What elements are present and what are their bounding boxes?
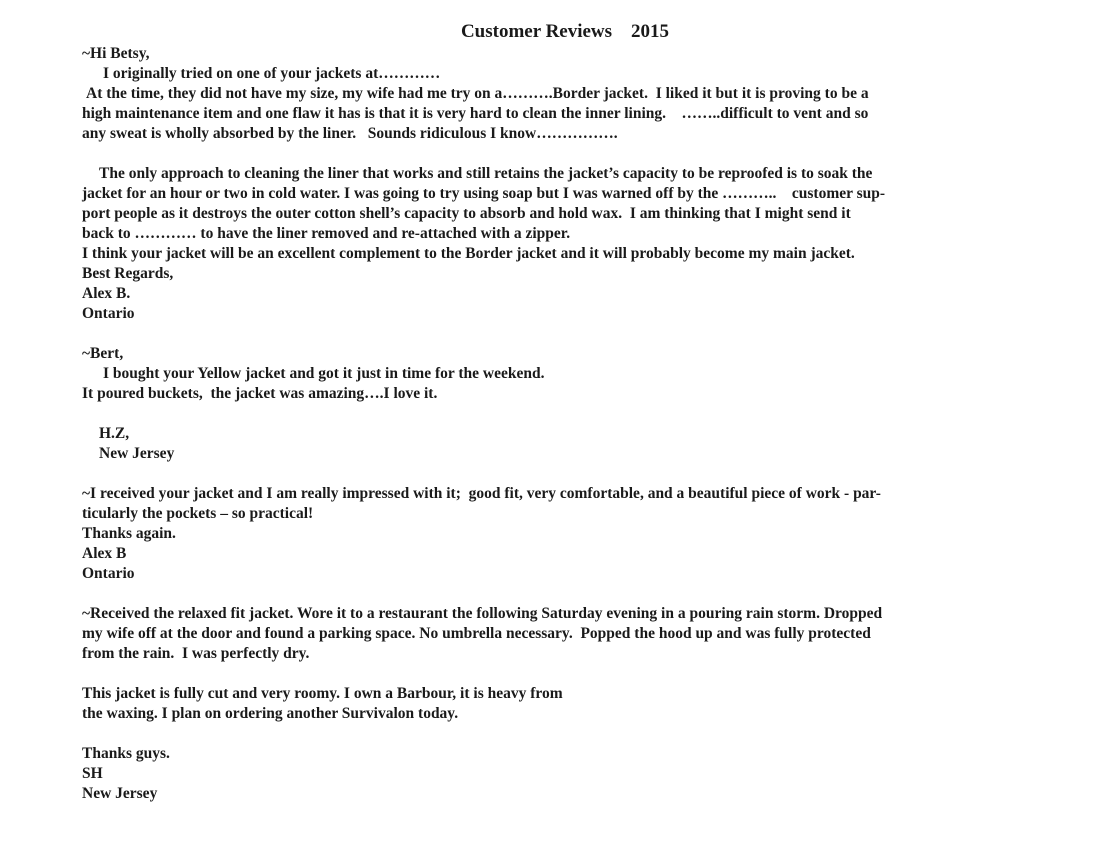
paragraph-gap — [82, 404, 1032, 424]
review-signoff: Best Regards, — [82, 265, 174, 282]
review-location: New Jersey — [99, 445, 175, 462]
review-location: New Jersey — [82, 785, 158, 802]
paragraph-gap — [82, 724, 1032, 744]
document-page — [82, 20, 1032, 804]
review-location: Ontario — [82, 565, 135, 582]
review-line: I originally tried on one of your jackets at………… — [103, 65, 441, 82]
review-line: from the rain. I was perfectly dry. — [82, 645, 310, 662]
review-line: This jacket is fully cut and very roomy. I own a Barbour, it is heavy from — [82, 685, 563, 702]
review-gap — [82, 464, 1032, 484]
paragraph-gap — [82, 144, 1032, 164]
review-author: Alex B — [82, 545, 127, 562]
review-line: ~Received the relaxed fit jacket. Wore it to a restaurant the following Saturday evening in a pouring rain storm. Dropped — [82, 605, 883, 622]
paragraph-gap — [82, 664, 1032, 684]
review-greeting: ~Hi Betsy, — [82, 45, 150, 62]
review-author: H.Z, — [99, 425, 130, 442]
review-gap — [82, 584, 1032, 604]
review-line: ~I received your jacket and I am really impressed with it; good fit, very comfortable, and a beautiful piece of work - par- — [82, 485, 881, 502]
review-author: SH — [82, 765, 103, 782]
review-line: jacket for an hour or two in cold water. I was going to try using soap but I was warned off by the ……….. customer sup- — [82, 185, 886, 202]
review-line: back to ………… to have the liner removed and re-attached with a zipper. — [82, 225, 571, 242]
review-2 — [82, 344, 1032, 464]
review-line: The only approach to cleaning the liner that works and still retains the jacket’s capacity to be reproofed is to soak the — [99, 165, 873, 182]
review-location: Ontario — [82, 305, 135, 322]
page-title: Customer Reviews 2015 — [460, 21, 670, 42]
review-3 — [82, 484, 1032, 584]
review-line: ticularly the pockets – so practical! — [82, 505, 314, 522]
review-line: port people as it destroys the outer cotton shell’s capacity to absorb and hold wax. I am thinking that I might send it — [82, 205, 851, 222]
review-line: It poured buckets, the jacket was amazing….I love it. — [82, 385, 438, 402]
review-1 — [82, 44, 1032, 324]
review-greeting: ~Bert, — [82, 345, 124, 362]
review-gap — [82, 324, 1032, 344]
review-author: Alex B. — [82, 285, 131, 302]
review-line: I bought your Yellow jacket and got it just in time for the weekend. — [103, 365, 545, 382]
review-line: I think your jacket will be an excellent complement to the Border jacket and it will probably become my main jacket. — [82, 245, 855, 262]
review-signoff: Thanks guys. — [82, 745, 170, 762]
review-line: my wife off at the door and found a parking space. No umbrella necessary. Popped the hood up and was fully protected — [82, 625, 871, 642]
review-line: At the time, they did not have my size, my wife had me try on a……….Border jacket. I liked it but it is proving to be a — [86, 85, 869, 102]
review-line: the waxing. I plan on ordering another Survivalon today. — [82, 705, 459, 722]
review-line: any sweat is wholly absorbed by the liner. Sounds ridiculous I know……………. — [82, 125, 618, 142]
review-signoff: Thanks again. — [82, 525, 176, 542]
review-4 — [82, 604, 1032, 804]
review-line: high maintenance item and one flaw it has is that it is very hard to clean the inner lining. ……..difficult to vent and so — [82, 105, 869, 122]
